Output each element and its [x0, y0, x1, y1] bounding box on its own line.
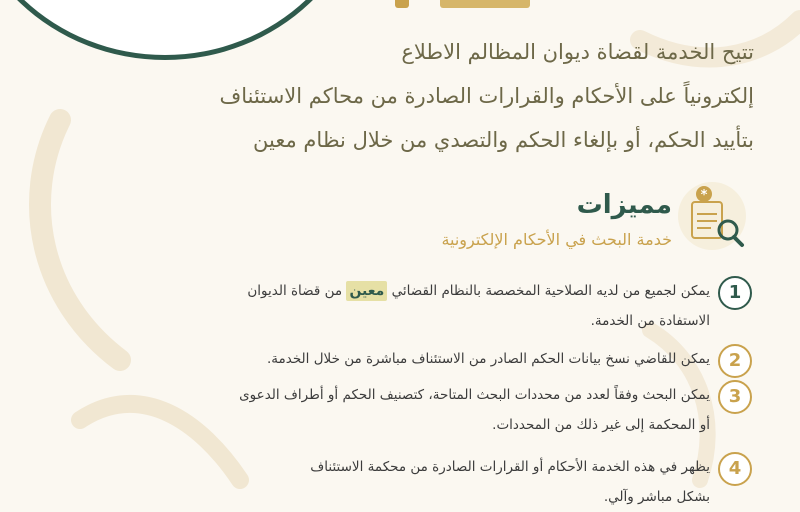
item-text-line2: بشكل مباشر وآلي. — [603, 489, 710, 505]
header-title-fragment — [440, 0, 530, 8]
feature-item-3 — [52, 380, 752, 440]
features-subtitle: خدمة البحث في الأحكام الإلكترونية — [441, 230, 672, 249]
item-number: 1 — [718, 276, 752, 310]
intro-line-1: تتيح الخدمة لقضاة ديوان المظالم الاطلاع — [401, 40, 754, 64]
item-text — [52, 276, 710, 306]
intro-line-3: بتأييد الحكم، أو بإلغاء الحكم والتصدي من خلال نظام معين — [253, 128, 754, 152]
item-number: 3 — [718, 380, 752, 414]
feature-item-1 — [52, 276, 752, 336]
intro-line-2: إلكترونياً على الأحكام والقرارات الصادرة من محاكم الاستئناف — [219, 84, 754, 108]
item-text: يمكن للقاضي نسخ بيانات الحكم الصادر من الاستئناف مباشرة من خلال الخدمة. — [266, 351, 710, 367]
svg-text:*: * — [700, 188, 708, 203]
item-number: 4 — [718, 452, 752, 486]
search-document-icon — [676, 180, 748, 252]
item-text-line2: أو المحكمة إلى غير ذلك من المحددات. — [492, 417, 710, 433]
item-text-line2: الاستفادة من الخدمة. — [590, 313, 710, 329]
feature-item-4 — [52, 452, 752, 512]
item-text: يظهر في هذه الخدمة الأحكام أو القرارات الصادرة من محكمة الاستئناف — [310, 459, 710, 475]
intro-paragraph — [34, 30, 754, 162]
item-number: 2 — [718, 344, 752, 378]
item-text-part: يمكن لجميع من لديه الصلاحية المخصصة بالنظام القضائي — [391, 283, 710, 299]
item-text: يمكن البحث وفقاً لعدد من محددات البحث المتاحة، كتصنيف الحكم أو أطراف الدعوى — [239, 387, 710, 403]
features-title: مميزات — [576, 190, 672, 220]
brand-name: معين — [346, 281, 387, 301]
feature-item-2 — [52, 344, 752, 374]
header-logo-fragment — [395, 0, 409, 8]
item-text-part: من قضاة الديوان — [247, 283, 343, 299]
